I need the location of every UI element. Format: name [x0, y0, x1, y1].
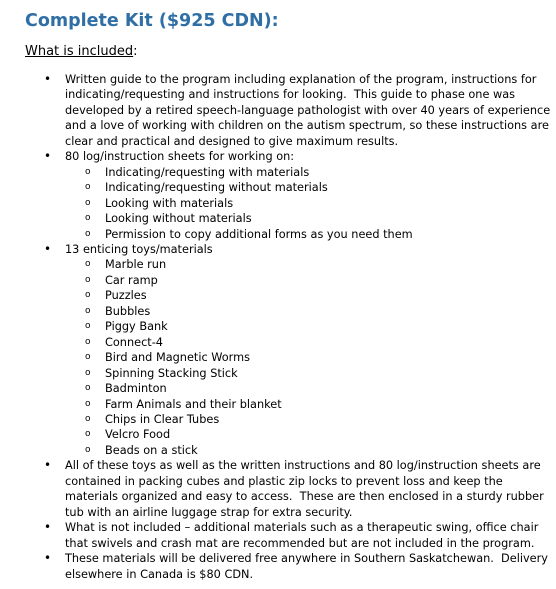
sub-list-item-text: Looking without materials	[105, 212, 252, 226]
sub-list-item	[0, 211, 552, 226]
list-item-text: 80 log/instruction sheets for working on:	[65, 150, 295, 164]
list-item-text: that swivels and crash mat are recommended but are not included in the program.	[65, 536, 535, 550]
list-item-text: 13 enticing toys/materials	[65, 242, 213, 256]
sub-list-item-text: Bubbles	[105, 304, 151, 318]
circle-bullet-icon: o	[85, 383, 91, 394]
sub-list-item	[0, 381, 552, 396]
sub-list-item-text: Car ramp	[105, 273, 158, 287]
sub-list-item-text: Permission to copy additional forms as you need them	[105, 227, 413, 241]
sub-list-item	[0, 319, 552, 334]
list-item-text: elsewhere in Canada is $80 CDN.	[65, 567, 254, 581]
sub-list-item	[0, 180, 552, 195]
bullet-icon: •	[44, 520, 52, 535]
list-item	[0, 458, 556, 520]
sub-list-item-text: Velcro Food	[105, 428, 171, 442]
sub-list-item-text: Bird and Magnetic Worms	[105, 351, 251, 365]
sub-list-item-text: Connect-4	[105, 335, 163, 349]
list-item-text: clear and practical and designed to give maximum results.	[65, 134, 399, 148]
sub-list-item-text: Marble run	[105, 258, 167, 272]
sub-list-item	[0, 288, 552, 303]
included-colon: :	[133, 44, 138, 59]
sub-list-item-text: Looking with materials	[105, 196, 234, 210]
list-item-text: These materials will be delivered free anywhere in Southern Saskatchewan. Delivery	[65, 552, 548, 566]
included-heading	[25, 43, 138, 61]
list-item-text: Written guide to the program including explanation of the program, instructions for	[65, 73, 537, 86]
sub-list-item	[0, 227, 552, 242]
list-item-text: tub with an airline luggage strap for extra security.	[65, 505, 353, 519]
list-item	[0, 149, 556, 242]
circle-bullet-icon: o	[85, 429, 91, 440]
sub-list-item	[0, 273, 552, 288]
included-label: What is included	[25, 44, 134, 59]
sub-list	[65, 257, 552, 458]
list-item-text: contained in packing cubes and plastic zip locks to prevent loss and keep the	[65, 474, 503, 488]
sub-list-item-text: Badminton	[105, 382, 167, 396]
bullet-icon: •	[44, 149, 52, 164]
list-item-text: materials organized and easy to access. These are then enclosed in a sturdy rubber	[65, 490, 544, 504]
sub-list-item-text: Piggy Bank	[105, 320, 168, 334]
list-item-text: All of these toys as well as the written instructions and 80 log/instruction sheets are	[65, 459, 541, 473]
sub-list-item	[0, 427, 552, 442]
sub-list-item	[0, 196, 552, 211]
list-item	[0, 551, 556, 582]
bullet-icon: •	[44, 458, 52, 473]
list-item-text: and a love of working with children on the autism spectrum, so these instructions are	[65, 119, 549, 133]
circle-bullet-icon: o	[85, 197, 91, 208]
sub-list-item-text: Indicating/requesting without materials	[105, 181, 328, 195]
list-item	[0, 72, 556, 149]
sub-list-item	[0, 335, 552, 350]
circle-bullet-icon: o	[85, 166, 91, 177]
sub-list-item-text: Indicating/requesting with materials	[105, 165, 310, 179]
circle-bullet-icon: o	[85, 321, 91, 332]
bullet-icon: •	[44, 72, 52, 86]
sub-list-item	[0, 397, 552, 412]
sub-list-item	[0, 257, 552, 272]
circle-bullet-icon: o	[85, 259, 91, 270]
sub-list-item	[0, 350, 552, 365]
circle-bullet-icon: o	[85, 444, 91, 455]
sub-list-item	[0, 165, 552, 180]
list-item-text: indicating/requesting and instructions for looking. This guide to phase one was	[65, 88, 516, 102]
sub-list-item-text: Spinning Stacking Stick	[105, 366, 238, 380]
sub-list	[65, 165, 552, 242]
sub-list-item-text: Puzzles	[105, 289, 147, 303]
circle-bullet-icon: o	[85, 213, 91, 224]
circle-bullet-icon: o	[85, 398, 91, 409]
page-title: Complete Kit ($925 CDN):	[25, 11, 279, 31]
list-item	[0, 242, 556, 458]
sub-list-item	[0, 366, 552, 381]
sub-list-item-text: Beads on a stick	[105, 443, 198, 457]
circle-bullet-icon: o	[85, 305, 91, 316]
bullet-icon: •	[44, 241, 52, 256]
circle-bullet-icon: o	[85, 228, 91, 239]
circle-bullet-icon: o	[85, 290, 91, 301]
sub-list-item	[0, 443, 552, 458]
circle-bullet-icon: o	[85, 274, 91, 285]
circle-bullet-icon: o	[85, 352, 91, 363]
included-list	[0, 72, 556, 582]
list-item-text: What is not included – additional materials such as a therapeutic swing, office chair	[65, 521, 539, 535]
circle-bullet-icon: o	[85, 182, 91, 193]
circle-bullet-icon: o	[85, 413, 91, 424]
list-item-text: developed by a retired speech-language pathologist with over 40 years of experience	[65, 103, 551, 117]
sub-list-item	[0, 304, 552, 319]
circle-bullet-icon: o	[85, 367, 91, 378]
bullet-icon: •	[44, 551, 52, 566]
list-item	[0, 520, 556, 551]
sub-list-item-text: Chips in Clear Tubes	[105, 412, 220, 426]
sub-list-item-text: Farm Animals and their blanket	[105, 397, 282, 411]
circle-bullet-icon: o	[85, 336, 91, 347]
sub-list-item	[0, 412, 552, 427]
